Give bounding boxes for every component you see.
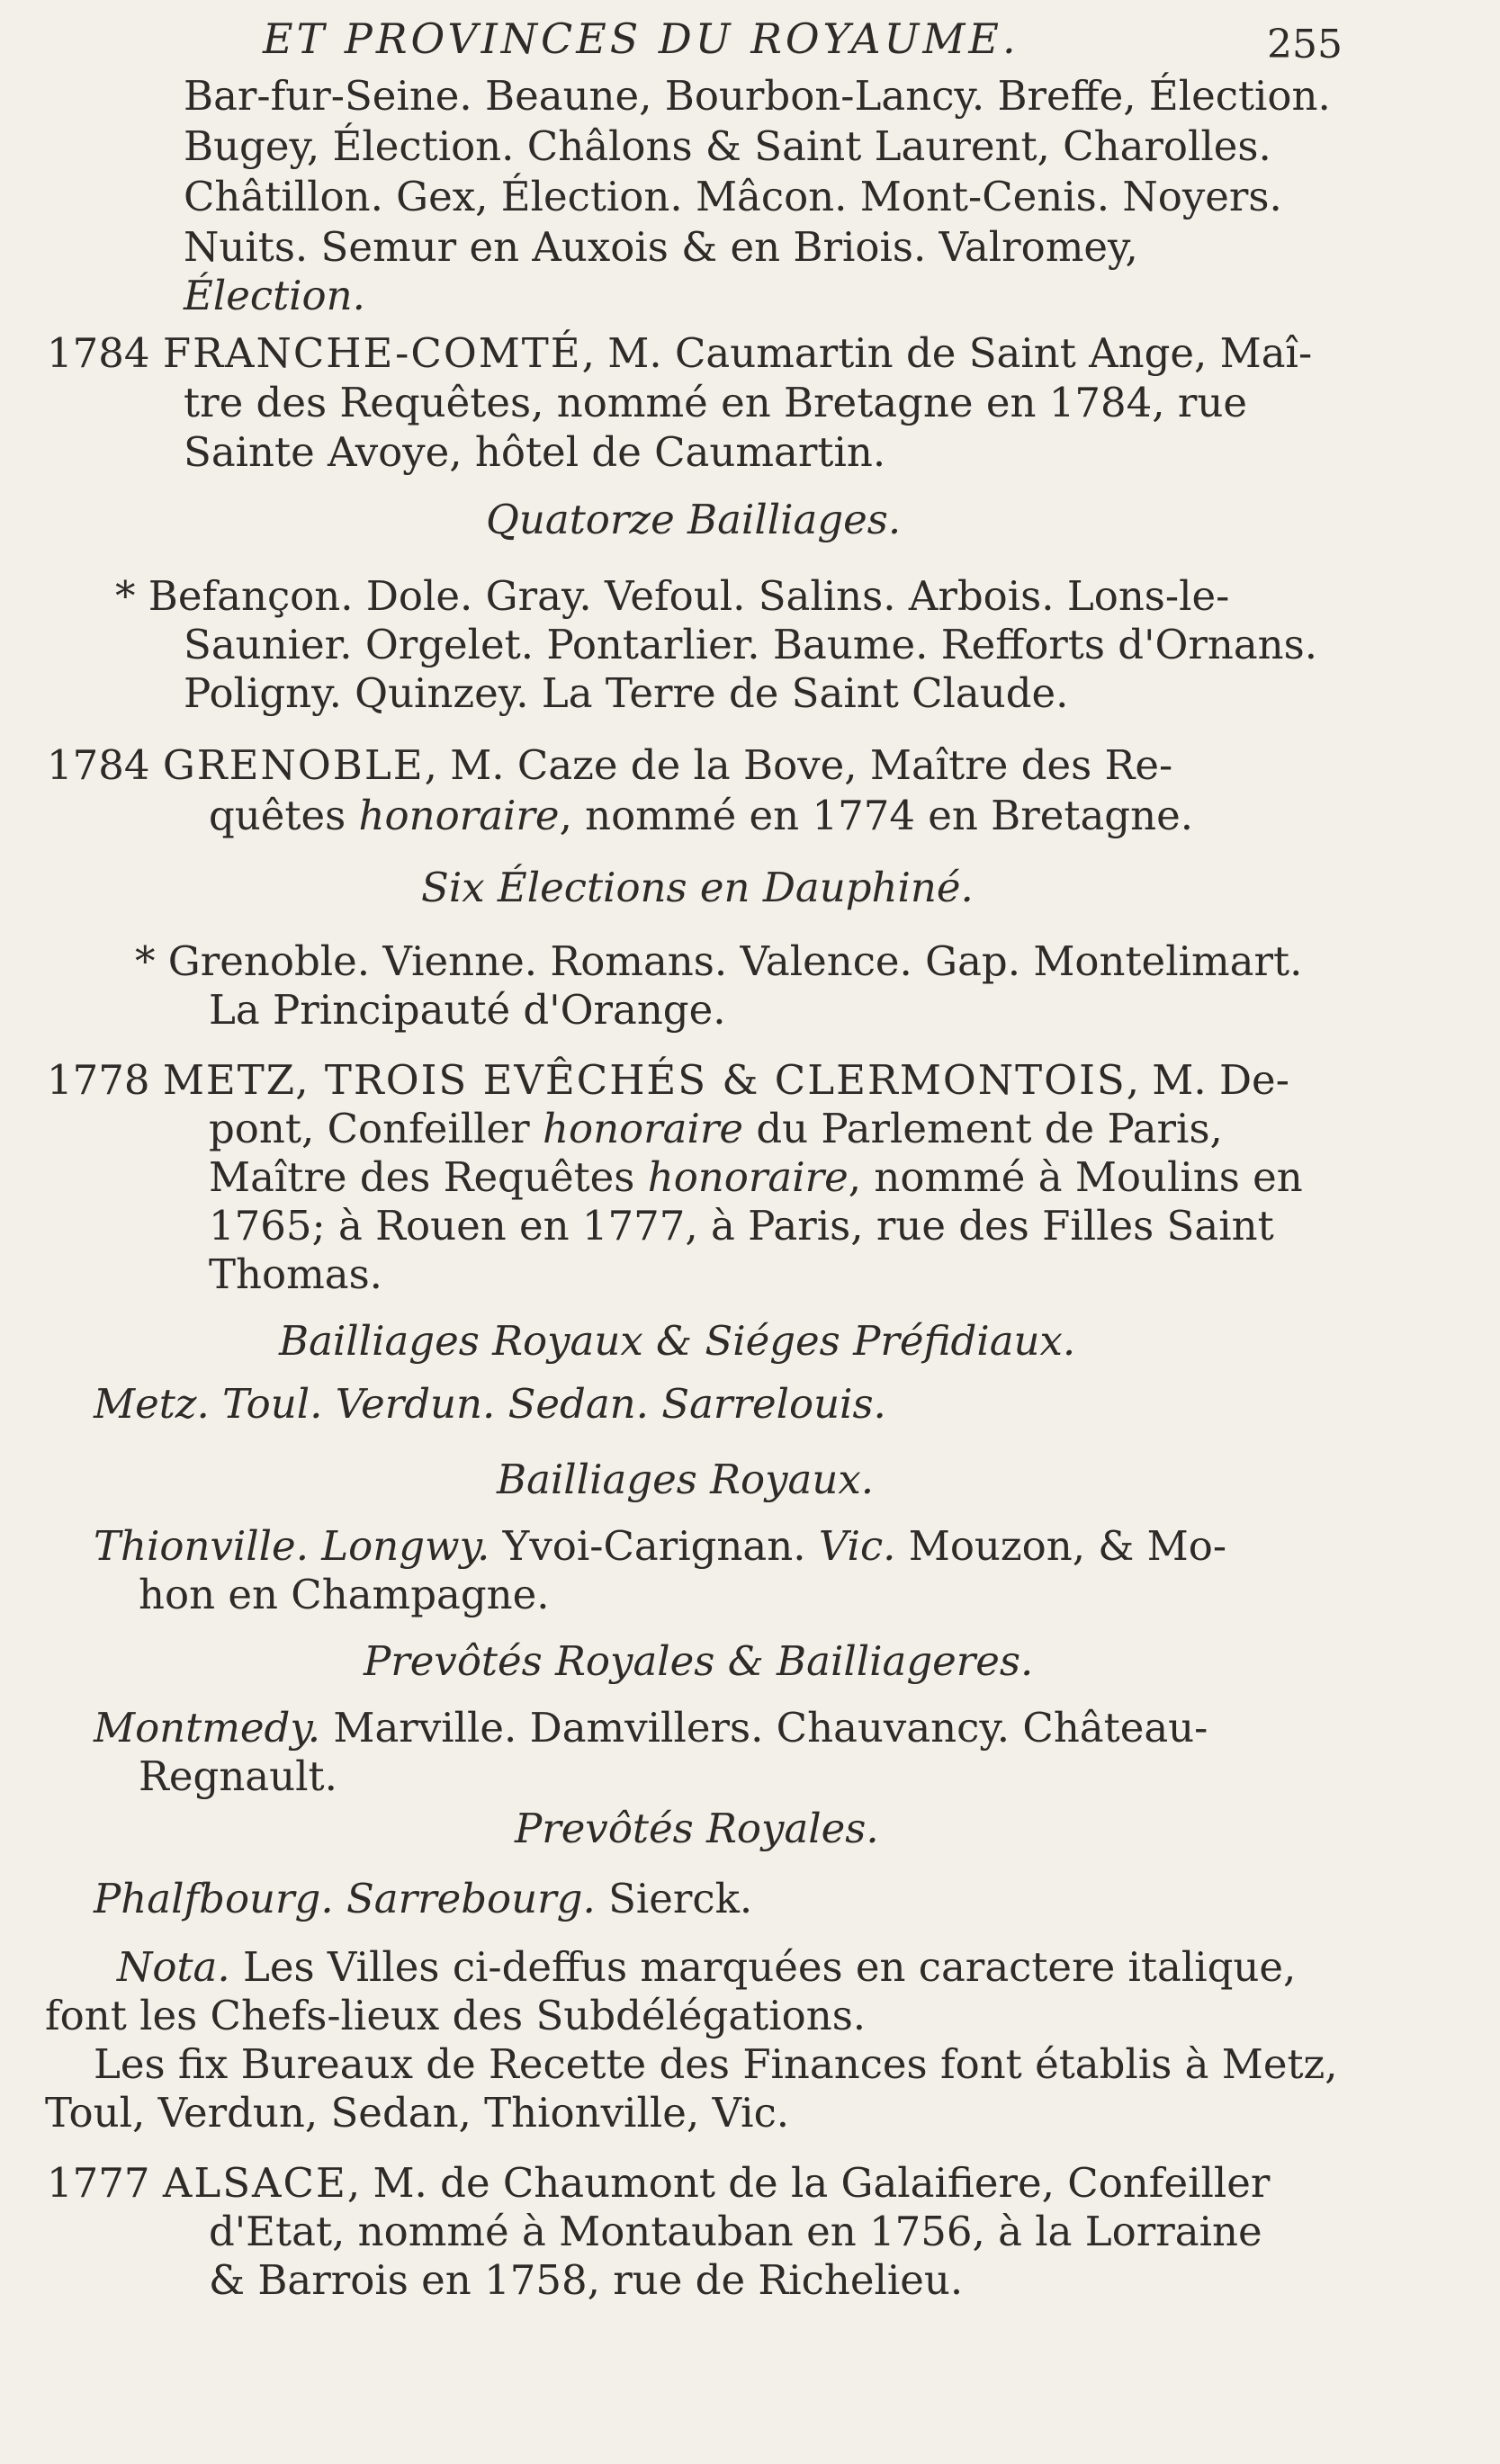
text-line: Nuits. Semur en Auxois & en Briois. Valromey, xyxy=(184,223,1138,271)
text-line: Metz. Toul. Verdun. Sedan. Sarrelouis. xyxy=(94,1380,886,1428)
text-line: Bar-fur-Seine. Beaune, Bourbon-Lancy. Breffe, Élection. xyxy=(184,72,1331,120)
entry-franche-comte xyxy=(47,329,1313,377)
section-heading: Bailliages Royaux. xyxy=(497,1456,875,1503)
text-line: Les fix Bureaux de Recette des Finances font établis à Metz, xyxy=(94,2040,1338,2088)
text-span: Mouzon, & Mo- xyxy=(895,1522,1227,1570)
text-line: Élection. xyxy=(184,272,365,319)
entry-year: 1777 xyxy=(47,2159,150,2207)
text-span: Les Villes ci-deffus marquées en caractere italique, xyxy=(229,1943,1297,1991)
text-span-italic: Thionville. Longwy. xyxy=(94,1522,490,1570)
text-line xyxy=(209,1105,1223,1152)
section-heading: Prevôtés Royales & Bailliageres. xyxy=(364,1637,1034,1685)
text-line: Saunier. Orgelet. Pontarlier. Baume. Refforts d'Ornans. xyxy=(184,621,1318,668)
province-name: METZ, TROIS EVÊCHÉS & CLERMONTOIS xyxy=(162,1056,1127,1104)
text-span-italic: Montmedy. xyxy=(94,1704,321,1752)
text-line xyxy=(94,1522,1227,1570)
province-name: GRENOBLE xyxy=(162,741,425,789)
text-line: Sainte Avoye, hôtel de Caumartin. xyxy=(184,428,886,476)
text-line: Toul, Verdun, Sedan, Thionville, Vic. xyxy=(45,2089,790,2137)
text-line: tre des Requêtes, nommé en Bretagne en 1784, rue xyxy=(184,379,1247,426)
text-span: Sierck. xyxy=(595,1875,753,1922)
entry-alsace xyxy=(47,2159,1271,2207)
text-line: Bugey, Élection. Châlons & Saint Laurent, Charolles. xyxy=(184,122,1271,170)
entry-year: 1778 xyxy=(47,1056,150,1104)
section-heading: Six Élections en Dauphiné. xyxy=(421,864,974,911)
text-line: * Grenoble. Vienne. Romans. Valence. Gap. Montelimart. xyxy=(135,937,1303,985)
province-name: FRANCHE-COMTÉ xyxy=(162,329,582,377)
entry-grenoble xyxy=(47,741,1173,789)
text-span: , nommé à Moulins en xyxy=(848,1153,1303,1201)
text-span-italic: honoraire xyxy=(543,1105,744,1152)
text-line xyxy=(94,1704,1208,1752)
text-span: pont, Confeiller xyxy=(209,1105,543,1152)
text-line: La Principauté d'Orange. xyxy=(209,986,726,1034)
text-span-italic: honoraire xyxy=(358,792,560,839)
text-span: quêtes xyxy=(209,792,359,839)
section-heading: Prevôtés Royales. xyxy=(515,1805,879,1852)
text-span: Maître des Requêtes xyxy=(209,1153,648,1201)
text-line: Thomas. xyxy=(209,1250,382,1298)
text-line xyxy=(209,1153,1303,1201)
nota-line xyxy=(117,1943,1297,1991)
text-span-italic: honoraire xyxy=(647,1153,849,1201)
text-line: & Barrois en 1758, rue de Richelieu. xyxy=(209,2256,964,2304)
entry-text: , M. De- xyxy=(1126,1056,1289,1104)
entry-metz xyxy=(47,1056,1289,1104)
text-span-italic: Vic. xyxy=(818,1522,896,1570)
text-line: font les Chefs-lieux des Subdélégations. xyxy=(45,1992,867,2039)
text-span-italic: Phalfbourg. Sarrebourg. xyxy=(94,1875,596,1922)
entry-text: , M. Caumartin de Saint Ange, Maî- xyxy=(581,329,1313,377)
text-line xyxy=(94,1875,753,1922)
nota-label: Nota. xyxy=(117,1943,230,1991)
text-line: * Befançon. Dole. Gray. Vefoul. Salins. Arbois. Lons-le- xyxy=(115,572,1230,620)
province-name: ALSACE xyxy=(162,2159,347,2207)
entry-year: 1784 xyxy=(47,741,150,789)
page-number: 255 xyxy=(1267,22,1343,67)
text-span: Yvoi-Carignan. xyxy=(490,1522,819,1570)
text-line: d'Etat, nommé à Montauban en 1756, à la Lorraine xyxy=(209,2208,1262,2255)
text-span: du Parlement de Paris, xyxy=(743,1105,1223,1152)
entry-year: 1784 xyxy=(47,329,150,377)
text-line: Châtillon. Gex, Élection. Mâcon. Mont-Cenis. Noyers. xyxy=(184,173,1282,220)
entry-text: , M. de Chaumont de la Galaifiere, Confeiller xyxy=(346,2159,1271,2207)
text-line: 1765; à Rouen en 1777, à Paris, rue des Filles Saint xyxy=(209,1202,1274,1250)
running-title: ET PROVINCES DU ROYAUME. xyxy=(263,14,1019,63)
text-line: Regnault. xyxy=(139,1752,337,1800)
section-heading: Bailliages Royaux & Siéges Préfidiaux. xyxy=(279,1317,1076,1365)
entry-text: , M. Caze de la Bove, Maître des Re- xyxy=(424,741,1173,789)
text-line: hon en Champagne. xyxy=(139,1571,550,1618)
text-span: , nommé en 1774 en Bretagne. xyxy=(559,792,1194,839)
section-heading: Quatorze Bailliages. xyxy=(486,496,902,543)
text-span: Marville. Damvillers. Chauvancy. Château- xyxy=(320,1704,1208,1752)
text-line xyxy=(209,792,1194,839)
text-line: Poligny. Quinzey. La Terre de Saint Claude. xyxy=(184,669,1069,717)
